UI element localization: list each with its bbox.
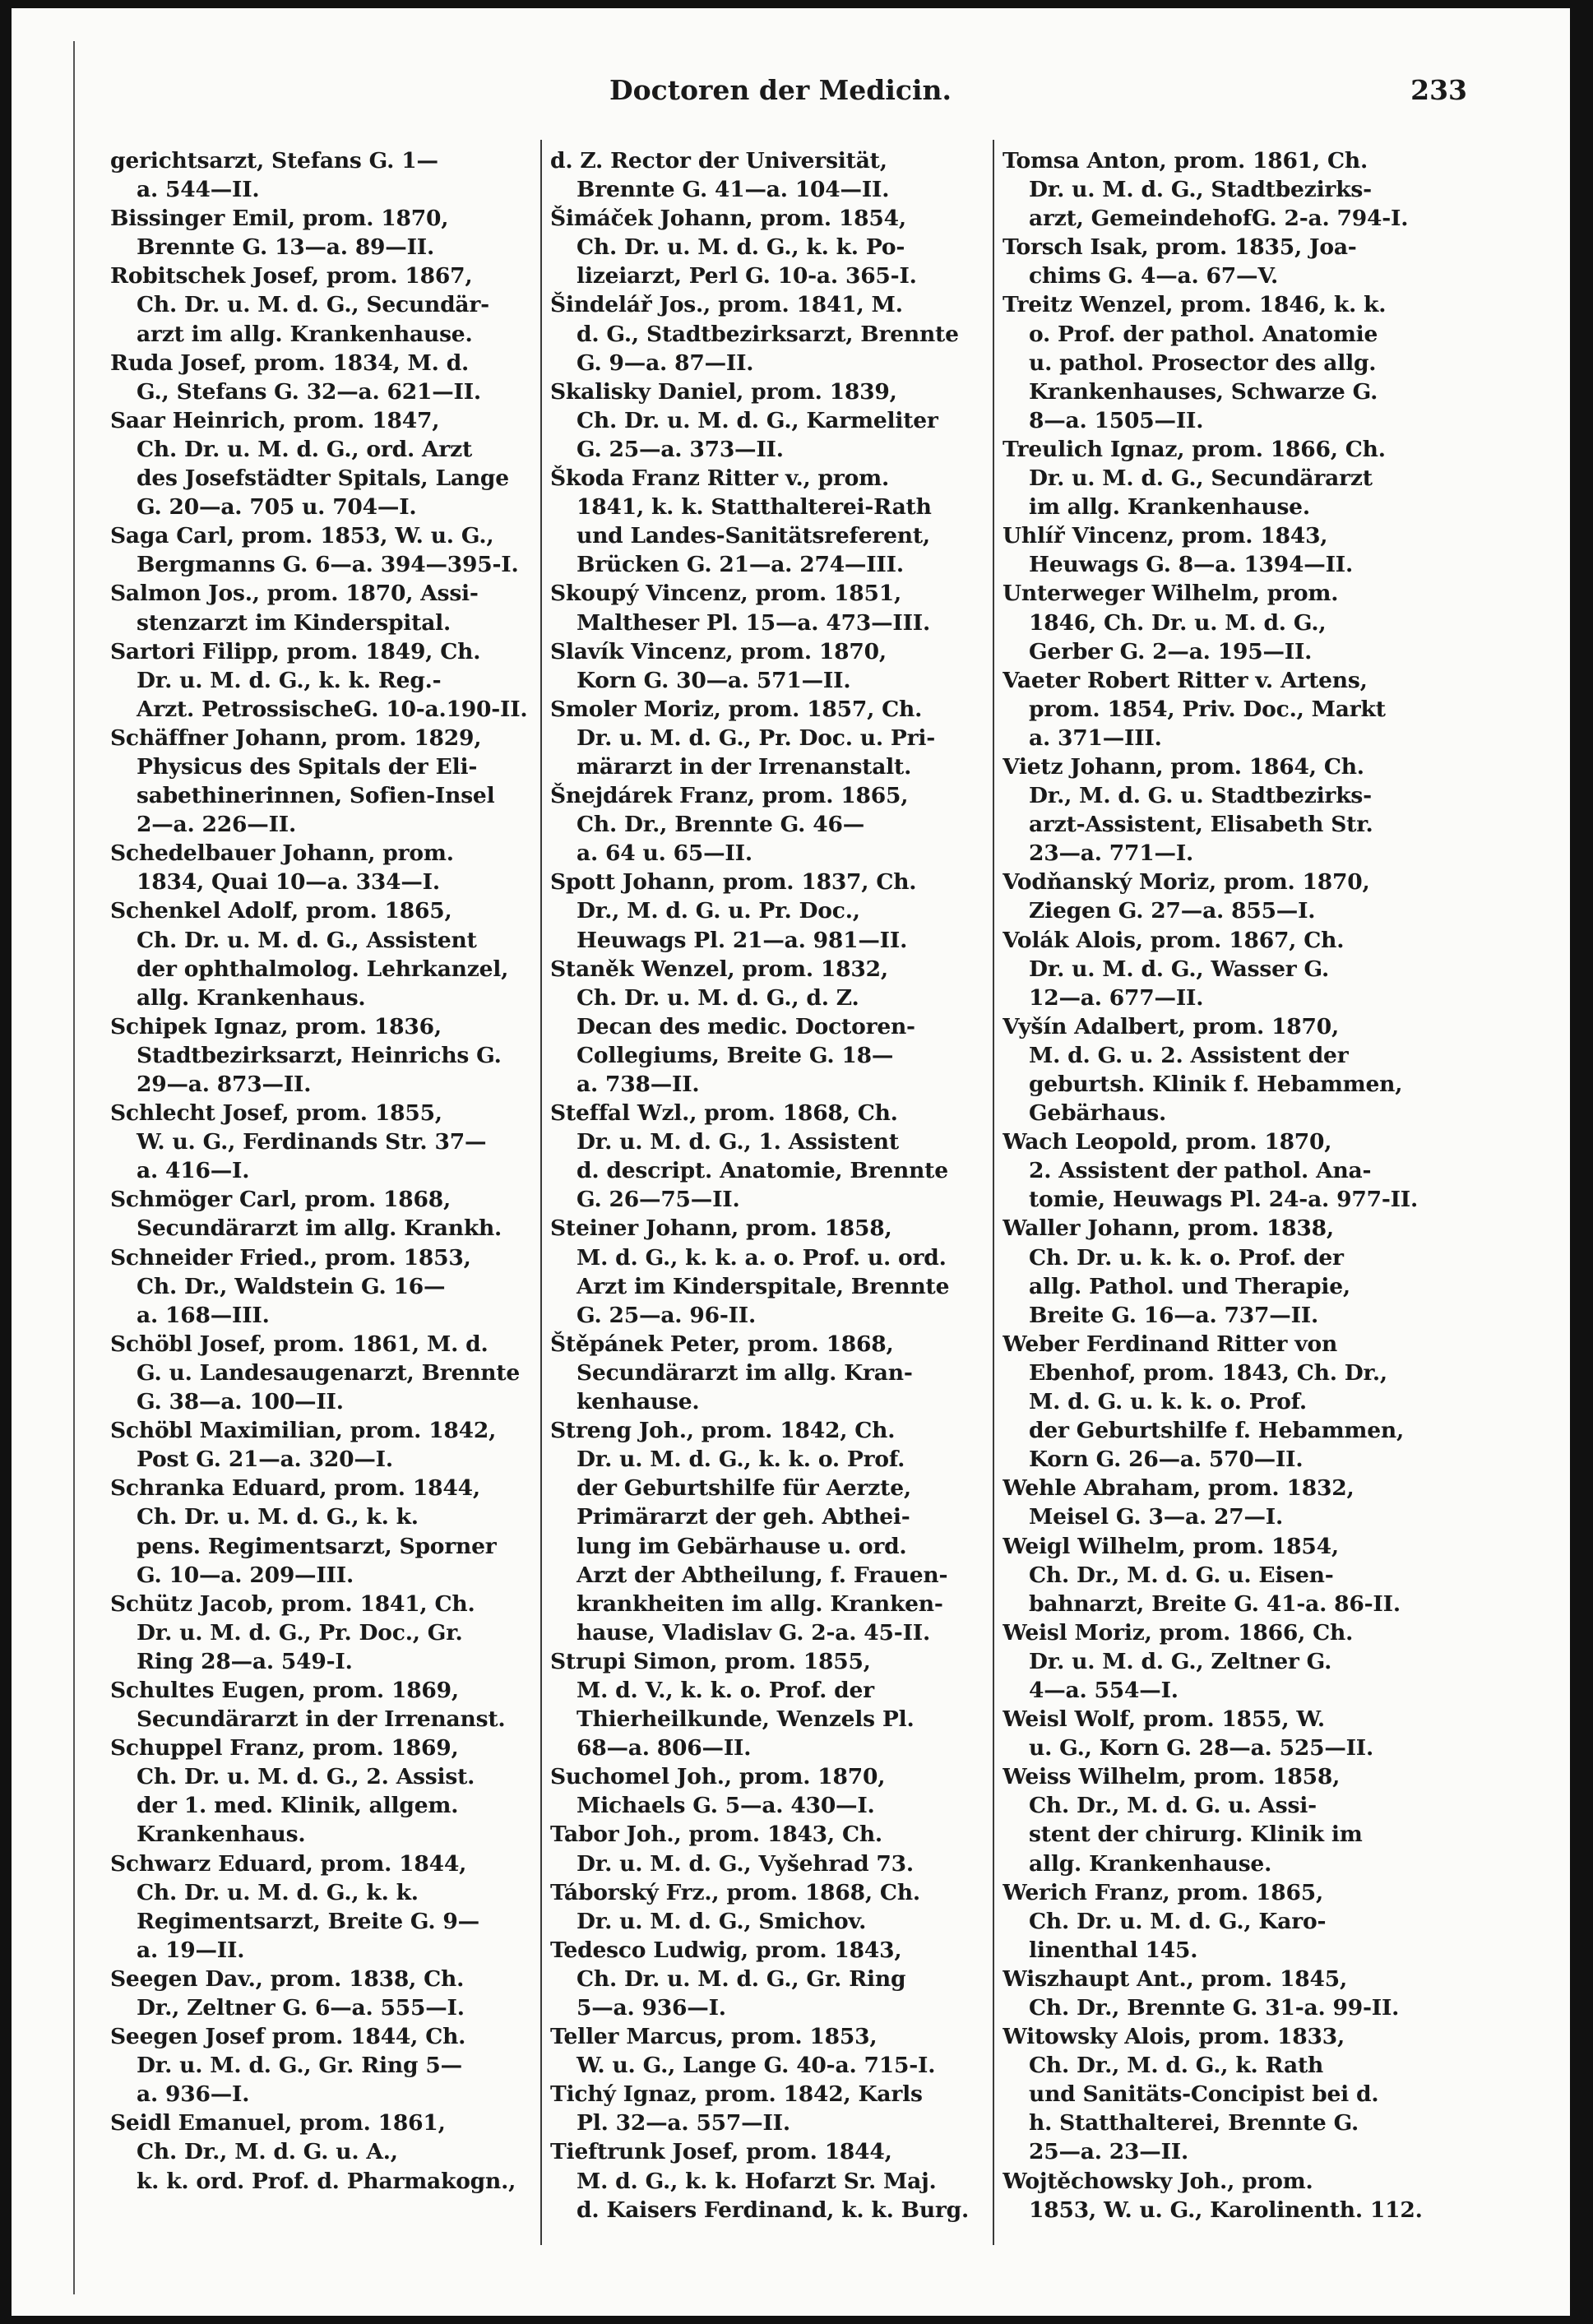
entry-first-line: Štěpánek Peter, prom. 1868, <box>550 1331 894 1357</box>
entry-continuation-line: Krankenhauses, Schwarze G. <box>1029 378 1378 405</box>
directory-entry <box>110 204 542 262</box>
entry-continuation-line: Ch. Dr. u. M. d. G., d. Z. <box>577 984 859 1011</box>
directory-entry <box>110 579 542 637</box>
directory-entry <box>110 1243 542 1330</box>
directory-entry <box>550 1820 982 1877</box>
directory-entry <box>1003 1474 1434 1531</box>
directory-entry <box>110 1012 542 1099</box>
entry-first-line: Skalisky Daniel, prom. 1839, <box>550 378 897 405</box>
entry-first-line: Vodňanský Moriz, prom. 1870, <box>1003 869 1370 896</box>
entry-continuation-line: Ziegen G. 27—a. 855—I. <box>1029 898 1316 924</box>
entry-first-line: Schranka Eduard, prom. 1844, <box>110 1475 480 1502</box>
entry-continuation-line: Dr. u. M. d. G., k. k. o. Prof. <box>577 1447 905 1473</box>
entry-first-line: Steiner Johann, prom. 1858, <box>550 1215 892 1242</box>
directory-entry <box>110 349 542 406</box>
directory-entry <box>110 1676 542 1734</box>
entry-first-line: Schipek Ignaz, prom. 1836, <box>110 1013 442 1039</box>
entry-first-line: Wehle Abraham, prom. 1832, <box>1003 1475 1355 1502</box>
page-margin-rule <box>73 41 75 2294</box>
entry-continuation-line: der 1. med. Klinik, allgem. <box>137 1793 459 1819</box>
directory-entry <box>1003 1214 1434 1329</box>
entry-first-line: Uhlíř Vincenz, prom. 1843, <box>1003 523 1328 549</box>
page-number: 233 <box>1410 74 1467 106</box>
column-left <box>110 146 542 2196</box>
entry-continuation-line: allg. Krankenhaus. <box>137 984 366 1011</box>
entry-continuation-line: a. 371—III. <box>1029 725 1162 751</box>
directory-entry <box>1003 2022 1434 2166</box>
entry-first-line: Škoda Franz Ritter v., prom. <box>550 465 889 492</box>
directory-entry <box>550 1214 982 1329</box>
entry-continuation-line: Arzt im Kinderspitale, Brennte <box>577 1273 950 1299</box>
entry-first-line: Weber Ferdinand Ritter von <box>1003 1331 1338 1357</box>
entry-continuation-line: 1834, Quai 10—a. 334—I. <box>137 869 440 896</box>
entry-continuation-line: arzt-Assistent, Elisabeth Str. <box>1029 812 1373 838</box>
directory-entry <box>110 1474 542 1589</box>
entry-first-line: Saga Carl, prom. 1853, W. u. G., <box>110 523 494 549</box>
entry-first-line: Unterweger Wilhelm, prom. <box>1003 581 1339 607</box>
directory-entry <box>110 1734 542 1849</box>
entry-continuation-line: 1846, Ch. Dr. u. M. d. G., <box>1029 609 1327 636</box>
page-title: Doctoren der Medicin. <box>609 74 952 106</box>
entry-first-line: Schöbl Maximilian, prom. 1842, <box>110 1418 497 1444</box>
entry-continuation-line: M. d. G., k. k. Hofarzt Sr. Maj. <box>577 2168 937 2194</box>
entry-first-line: Staněk Wenzel, prom. 1832, <box>550 956 888 982</box>
entry-continuation-line: Ch. Dr., Waldstein G. 16— <box>137 1273 446 1299</box>
entry-continuation-line: Ch. Dr. u. M. d. G., ord. Arzt <box>137 436 473 462</box>
entry-continuation-line: M. d. G., k. k. a. o. Prof. u. ord. <box>577 1244 947 1271</box>
entry-first-line: Skoupý Vincenz, prom. 1851, <box>550 581 902 607</box>
entry-continuation-line: hause, Vladislav G. 2-a. 45-II. <box>577 1619 931 1646</box>
entry-continuation-line: der Geburtshilfe für Aerzte, <box>577 1475 911 1502</box>
directory-entry <box>550 1647 982 1762</box>
entry-first-line: Suchomel Joh., prom. 1870, <box>550 1764 886 1790</box>
entry-continuation-line: Korn G. 26—a. 570—II. <box>1029 1447 1304 1473</box>
entry-continuation-line: Ch. Dr., Brennte G. 46— <box>577 812 864 838</box>
entry-first-line: gerichtsarzt, Stefans G. 1— <box>110 148 438 174</box>
entry-first-line: Weiss Wilhelm, prom. 1858, <box>1003 1764 1341 1790</box>
entry-continuation-line: Ch. Dr. u. k. k. o. Prof. der <box>1029 1244 1344 1271</box>
directory-entry <box>550 1416 982 1647</box>
entry-first-line: Sartori Filipp, prom. 1849, Ch. <box>110 638 481 664</box>
entry-first-line: Tichý Ignaz, prom. 1842, Karls <box>550 2081 923 2108</box>
entry-continuation-line: Bergmanns G. 6—a. 394—395-I. <box>137 552 519 578</box>
entry-first-line: Volák Alois, prom. 1867, Ch. <box>1003 927 1345 953</box>
directory-entry <box>110 406 542 521</box>
directory-entry <box>1003 435 1434 521</box>
directory-entry <box>110 724 542 839</box>
directory-entry <box>550 204 982 290</box>
entry-continuation-line: G. 26—75—II. <box>577 1187 740 1213</box>
entry-continuation-line: Physicus des Spitals der Eli- <box>137 753 478 780</box>
entry-continuation-line: Ch. Dr. u. M. d. G., k. k. <box>137 1879 419 1905</box>
entry-first-line: Vietz Johann, prom. 1864, Ch. <box>1003 753 1364 780</box>
directory-entry <box>110 1849 542 1965</box>
entry-continuation-line: linenthal 145. <box>1029 1937 1198 1963</box>
entry-continuation-line: geburtsh. Klinik f. Hebammen, <box>1029 1072 1403 1097</box>
entry-continuation-line: h. Statthalterei, Brennte G. <box>1029 2110 1359 2137</box>
directory-entry <box>550 2022 982 2080</box>
entry-continuation-line: Stadtbezirksarzt, Heinrichs G. <box>137 1042 502 1068</box>
directory-entry <box>1003 290 1434 434</box>
entry-first-line: Weisl Wolf, prom. 1855, W. <box>1003 1706 1325 1733</box>
directory-entry <box>550 1330 982 1416</box>
entry-continuation-line: Dr. u. M. d. G., Secundärarzt <box>1029 465 1373 492</box>
entry-continuation-line: 4—a. 554—I. <box>1029 1677 1179 1703</box>
directory-entry <box>110 896 542 1012</box>
entry-continuation-line: und Sanitäts-Concipist bei d. <box>1029 2081 1379 2108</box>
entry-first-line: Treulich Ignaz, prom. 1866, Ch. <box>1003 436 1386 462</box>
entry-continuation-line: lizeiarzt, Perl G. 10-a. 365-I. <box>577 263 917 289</box>
directory-entry <box>550 781 982 868</box>
entry-first-line: Weigl Wilhelm, prom. 1854, <box>1003 1533 1339 1559</box>
entry-first-line: Tedesco Ludwig, prom. 1843, <box>550 1937 902 1963</box>
entry-continuation-line: pens. Regimentsarzt, Sporner <box>137 1533 497 1559</box>
entry-continuation-line: 23—a. 771—I. <box>1029 840 1194 867</box>
directory-entry <box>110 1099 542 1185</box>
entry-continuation-line: M. d. G. u. k. k. o. Prof. <box>1029 1389 1307 1415</box>
directory-entry <box>550 1762 982 1820</box>
entry-continuation-line: Decan des medic. Doctoren- <box>577 1013 915 1039</box>
entry-continuation-line: Ch. Dr. u. M. d. G., k. k. Po- <box>577 234 905 261</box>
entry-first-line: Vaeter Robert Ritter v. Artens, <box>1003 667 1368 693</box>
entry-continuation-line: Ch. Dr., M. d. G. u. Eisen- <box>1029 1562 1334 1588</box>
entry-continuation-line: und Landes-Sanitätsreferent, <box>577 523 930 549</box>
entry-first-line: Schedelbauer Johann, prom. <box>110 840 454 867</box>
entry-continuation-line: Ring 28—a. 549-I. <box>137 1648 353 1674</box>
entry-first-line: Schlecht Josef, prom. 1855, <box>110 1100 442 1127</box>
entry-continuation-line: 12—a. 677—II. <box>1029 984 1204 1011</box>
entry-continuation-line: allg. Krankenhause. <box>1029 1850 1272 1877</box>
entry-continuation-line: Collegiums, Breite G. 18— <box>577 1042 894 1068</box>
entry-first-line: Teller Marcus, prom. 1853, <box>550 2024 878 2050</box>
entry-continuation-line: Michaels G. 5—a. 430—I. <box>577 1793 875 1819</box>
directory-entry <box>1003 1532 1434 1618</box>
entry-continuation-line: des Josefstädter Spitals, Lange <box>137 465 509 492</box>
entry-continuation-line: stenzarzt im Kinderspital. <box>137 609 452 636</box>
entry-continuation-line: a. 168—III. <box>137 1302 270 1328</box>
entry-continuation-line: Secundärarzt im allg. Krankh. <box>137 1215 502 1242</box>
document-page <box>12 8 1570 2316</box>
entry-first-line: Wiszhaupt Ant., prom. 1845, <box>1003 1965 1348 1992</box>
entry-continuation-line: Heuwags Pl. 21—a. 981—II. <box>577 927 908 953</box>
entry-first-line: Tomsa Anton, prom. 1861, Ch. <box>1003 148 1368 174</box>
entry-continuation-line: Thierheilkunde, Wenzels Pl. <box>577 1706 915 1733</box>
column-middle <box>550 146 982 2224</box>
entry-continuation-line: W. u. G., Lange G. 40-a. 715-I. <box>577 2053 936 2079</box>
entry-continuation-line: Dr. u. M. d. G., 1. Assistent <box>577 1129 899 1155</box>
entry-continuation-line: märarzt in der Irrenanstalt. <box>577 753 912 780</box>
entry-continuation-line: sabethinerinnen, Sofien-Insel <box>137 783 495 809</box>
entry-first-line: Smoler Moriz, prom. 1857, Ch. <box>550 696 923 722</box>
entry-continuation-line: Dr. u. M. d. G., Zeltner G. <box>1029 1648 1332 1674</box>
entry-first-line: Schuppel Franz, prom. 1869, <box>110 1735 459 1762</box>
entry-first-line: Táborský Frz., prom. 1868, Ch. <box>550 1879 920 1905</box>
entry-continuation-line: Ch. Dr. u. M. d. G., Karo- <box>1029 1908 1327 1934</box>
entry-continuation-line: Brennte G. 41—a. 104—II. <box>577 177 890 203</box>
directory-entry <box>110 637 542 724</box>
directory-entry <box>1003 1012 1434 1127</box>
entry-continuation-line: stent der chirurg. Klinik im <box>1029 1822 1363 1848</box>
page-header <box>94 74 1467 115</box>
entry-first-line: Werich Franz, prom. 1865, <box>1003 1879 1324 1905</box>
entry-continuation-line: G. 25—a. 96-II. <box>577 1302 757 1328</box>
directory-entry <box>550 1936 982 2022</box>
directory-entry <box>110 146 542 204</box>
directory-entry <box>1003 1762 1434 1877</box>
directory-entry <box>1003 1965 1434 2022</box>
entry-continuation-line: a. 64 u. 65—II. <box>577 840 753 867</box>
entry-first-line: Strupi Simon, prom. 1855, <box>550 1648 871 1674</box>
entry-continuation-line: allg. Pathol. und Therapie, <box>1029 1273 1350 1299</box>
entry-continuation-line: Regimentsarzt, Breite G. 9— <box>137 1908 479 1934</box>
entry-continuation-line: G. u. Landesaugenarzt, Brennte <box>137 1359 521 1386</box>
directory-entry <box>550 377 982 464</box>
directory-entry <box>550 868 982 954</box>
entry-first-line: Streng Joh., prom. 1842, Ch. <box>550 1418 896 1444</box>
entry-continuation-line: W. u. G., Ferdinands Str. 37— <box>137 1129 487 1155</box>
entry-continuation-line: Ch. Dr. u. M. d. G., k. k. <box>137 1504 419 1530</box>
entry-continuation-line: M. d. V., k. k. o. Prof. der <box>577 1677 874 1703</box>
entry-first-line: Waller Johann, prom. 1838, <box>1003 1215 1334 1242</box>
entry-continuation-line: Dr. u. M. d. G., Wasser G. <box>1029 956 1330 982</box>
entry-first-line: Schäffner Johann, prom. 1829, <box>110 725 482 751</box>
entry-continuation-line: Heuwags G. 8—a. 1394—II. <box>1029 552 1353 578</box>
entry-first-line: Weisl Moriz, prom. 1866, Ch. <box>1003 1619 1354 1646</box>
entry-continuation-line: Ebenhof, prom. 1843, Ch. Dr., <box>1029 1359 1387 1386</box>
entry-continuation-line: Dr. u. M. d. G., Stadtbezirks- <box>1029 177 1372 203</box>
entry-continuation-line: Ch. Dr., M. d. G. u. A., <box>137 2139 398 2165</box>
entry-continuation-line: Dr. u. M. d. G., Smichov. <box>577 1908 867 1934</box>
entry-continuation-line: bahnarzt, Breite G. 41-a. 86-II. <box>1029 1590 1401 1617</box>
entry-continuation-line: 2. Assistent der pathol. Ana- <box>1029 1158 1372 1184</box>
directory-entry <box>550 464 982 579</box>
directory-entry <box>1003 146 1434 233</box>
entry-first-line: Schmöger Carl, prom. 1868, <box>110 1187 452 1213</box>
entry-continuation-line: o. Prof. der pathol. Anatomie <box>1029 321 1378 347</box>
directory-entry <box>1003 752 1434 868</box>
entry-continuation-line: 29—a. 873—II. <box>137 1072 312 1097</box>
directory-entry <box>550 2080 982 2137</box>
directory-entry <box>110 1965 542 2022</box>
entry-continuation-line: G., Stefans G. 32—a. 621—II. <box>137 378 481 405</box>
entry-first-line: Schwarz Eduard, prom. 1844, <box>110 1850 467 1877</box>
directory-entry <box>110 1590 542 1676</box>
entry-continuation-line: d. G., Stadtbezirksarzt, Brennte <box>577 321 959 347</box>
entry-continuation-line: G. 38—a. 100—II. <box>137 1389 344 1415</box>
directory-entry <box>550 955 982 1099</box>
entry-continuation-line: 68—a. 806—II. <box>577 1735 752 1762</box>
entry-continuation-line: M. d. G. u. 2. Assistent der <box>1029 1042 1349 1068</box>
entry-continuation-line: Dr. u. M. d. G., k. k. Reg.- <box>137 667 442 693</box>
directory-entry <box>110 2109 542 2195</box>
entry-continuation-line: G. 9—a. 87—II. <box>577 350 754 376</box>
entry-first-line: Seidl Emanuel, prom. 1861, <box>110 2110 446 2137</box>
entry-continuation-line: Post G. 21—a. 320—I. <box>137 1447 393 1473</box>
directory-entry <box>550 637 982 695</box>
entry-continuation-line: Brennte G. 13—a. 89—II. <box>137 234 435 261</box>
entry-continuation-line: Breite G. 16—a. 737—II. <box>1029 1302 1318 1328</box>
entry-first-line: Šnejdárek Franz, prom. 1865, <box>550 783 909 809</box>
entry-continuation-line: a. 738—II. <box>577 1072 700 1097</box>
entry-continuation-line: a. 936—I. <box>137 2081 250 2108</box>
entry-continuation-line: krankheiten im allg. Kranken- <box>577 1590 943 1617</box>
entry-continuation-line: der Geburtshilfe f. Hebammen, <box>1029 1418 1405 1444</box>
column-separator <box>993 140 994 2245</box>
entry-continuation-line: Dr. u. M. d. G., Pr. Doc., Gr. <box>137 1619 463 1646</box>
directory-entry <box>110 2022 542 2109</box>
directory-entry <box>1003 1330 1434 1474</box>
entry-first-line: Wojtěchowsky Joh., prom. <box>1003 2168 1313 2194</box>
entry-continuation-line: Pl. 32—a. 557—II. <box>577 2110 790 2137</box>
entry-continuation-line: k. k. ord. Prof. d. Pharmakogn., <box>137 2168 516 2194</box>
entry-first-line: Šimáček Johann, prom. 1854, <box>550 206 906 232</box>
entry-first-line: Schneider Fried., prom. 1853, <box>110 1244 471 1271</box>
directory-entry <box>110 262 542 348</box>
entry-first-line: Steffal Wzl., prom. 1868, Ch. <box>550 1100 898 1127</box>
entry-first-line: Treitz Wenzel, prom. 1846, k. k. <box>1003 292 1387 318</box>
entry-continuation-line: G. 25—a. 373—II. <box>577 436 784 462</box>
entry-first-line: Spott Johann, prom. 1837, Ch. <box>550 869 917 896</box>
directory-entry <box>1003 666 1434 752</box>
entry-first-line: Ruda Josef, prom. 1834, M. d. <box>110 350 470 376</box>
entry-first-line: Schultes Eugen, prom. 1869, <box>110 1677 459 1703</box>
entry-continuation-line: u. pathol. Prosector des allg. <box>1029 350 1377 376</box>
entry-continuation-line: d. descript. Anatomie, Brennte <box>577 1158 948 1184</box>
directory-entry <box>1003 579 1434 665</box>
directory-entry <box>550 579 982 637</box>
entry-continuation-line: arzt im allg. Krankenhause. <box>137 321 473 347</box>
entry-continuation-line: Dr. u. M. d. G., Vyšehrad 73. <box>577 1850 914 1877</box>
entry-continuation-line: Dr., M. d. G. u. Stadtbezirks- <box>1029 783 1372 809</box>
entry-continuation-line: Ch. Dr. u. M. d. G., 2. Assist. <box>137 1764 475 1790</box>
entry-first-line: Schöbl Josef, prom. 1861, M. d. <box>110 1331 489 1357</box>
entry-first-line: Schenkel Adolf, prom. 1865, <box>110 898 452 924</box>
directory-entry <box>1003 1127 1434 1214</box>
column-right <box>1003 146 1434 2224</box>
entry-continuation-line: prom. 1854, Priv. Doc., Markt <box>1029 696 1386 722</box>
entry-continuation-line: im allg. Krankenhause. <box>1029 494 1310 521</box>
entry-continuation-line: kenhause. <box>577 1389 700 1415</box>
entry-continuation-line: a. 544—II. <box>137 177 260 203</box>
entry-continuation-line: 5—a. 936—I. <box>577 1995 726 2021</box>
entry-continuation-line: a. 416—I. <box>137 1158 250 1184</box>
entry-continuation-line: Korn G. 30—a. 571—II. <box>577 667 851 693</box>
entry-continuation-line: d. Kaisers Ferdinand, k. k. Burg. <box>577 2197 970 2223</box>
entry-first-line: Robitschek Josef, prom. 1867, <box>110 263 473 289</box>
entry-first-line: d. Z. Rector der Universität, <box>550 148 887 174</box>
directory-entry <box>110 1330 542 1416</box>
directory-entry <box>1003 521 1434 579</box>
entry-first-line: Vyšín Adalbert, prom. 1870, <box>1003 1013 1339 1039</box>
entry-continuation-line: der ophthalmolog. Lehrkanzel, <box>137 956 509 982</box>
entry-continuation-line: G. 20—a. 705 u. 704—I. <box>137 494 417 521</box>
entry-first-line: Bissinger Emil, prom. 1870, <box>110 206 449 232</box>
directory-entry <box>550 146 982 204</box>
entry-continuation-line: G. 10—a. 209—III. <box>137 1562 354 1588</box>
entry-first-line: Šindelář Jos., prom. 1841, M. <box>550 292 903 318</box>
directory-entry <box>550 290 982 377</box>
entry-continuation-line: tomie, Heuwags Pl. 24-a. 977-II. <box>1029 1187 1419 1213</box>
entry-first-line: Tieftrunk Josef, prom. 1844, <box>550 2139 892 2165</box>
directory-entry <box>110 1185 542 1243</box>
entry-continuation-line: Ch. Dr. u. M. d. G., Secundär- <box>137 292 489 318</box>
entry-continuation-line: chims G. 4—a. 67—V. <box>1029 263 1279 289</box>
entry-continuation-line: Krankenhaus. <box>137 1822 306 1848</box>
entry-first-line: Seegen Josef prom. 1844, Ch. <box>110 2024 466 2050</box>
directory-entry <box>550 695 982 781</box>
entry-first-line: Seegen Dav., prom. 1838, Ch. <box>110 1965 465 1992</box>
entry-first-line: Saar Heinrich, prom. 1847, <box>110 407 440 433</box>
directory-entry <box>550 1099 982 1214</box>
directory-entry <box>1003 1618 1434 1705</box>
entry-continuation-line: Ch. Dr., M. d. G. u. Assi- <box>1029 1793 1317 1819</box>
entry-first-line: Salmon Jos., prom. 1870, Assi- <box>110 581 479 607</box>
entry-continuation-line: u. G., Korn G. 28—a. 525—II. <box>1029 1735 1374 1762</box>
directory-entry <box>550 1878 982 1936</box>
entry-continuation-line: Dr. u. M. d. G., Pr. Doc. u. Pri- <box>577 725 936 751</box>
directory-entry <box>1003 2167 1434 2224</box>
entry-continuation-line: Dr., Zeltner G. 6—a. 555—I. <box>137 1995 465 2021</box>
entry-first-line: Witowsky Alois, prom. 1833, <box>1003 2024 1345 2050</box>
entry-continuation-line: Secundärarzt im allg. Kran- <box>577 1359 913 1386</box>
entry-continuation-line: Ch. Dr. u. M. d. G., Karmeliter <box>577 407 938 433</box>
entry-first-line: Torsch Isak, prom. 1835, Joa- <box>1003 234 1357 261</box>
entry-continuation-line: 8—a. 1505—II. <box>1029 407 1204 433</box>
directory-entry <box>110 521 542 579</box>
entry-continuation-line: 1853, W. u. G., Karolinenth. 112. <box>1029 2197 1423 2223</box>
entry-continuation-line: Primärarzt der geh. Abthei- <box>577 1504 910 1530</box>
directory-entry <box>110 1416 542 1474</box>
entry-first-line: Wach Leopold, prom. 1870, <box>1003 1129 1332 1155</box>
entry-continuation-line: Ch. Dr. u. M. d. G., Gr. Ring <box>577 1965 906 1992</box>
entry-continuation-line: Dr., M. d. G. u. Pr. Doc., <box>577 898 860 924</box>
entry-continuation-line: Arzt. PetrossischeG. 10-a.190-II. <box>137 696 528 722</box>
entry-continuation-line: Ch. Dr., M. d. G., k. Rath <box>1029 2053 1324 2079</box>
directory-entry <box>1003 1705 1434 1762</box>
entry-continuation-line: Arzt der Abtheilung, f. Frauen- <box>577 1562 948 1588</box>
entry-continuation-line: Dr. u. M. d. G., Gr. Ring 5— <box>137 2053 462 2079</box>
directory-entry <box>550 2137 982 2224</box>
entry-continuation-line: Secundärarzt in der Irrenanst. <box>137 1706 506 1733</box>
entry-first-line: Schütz Jacob, prom. 1841, Ch. <box>110 1590 475 1617</box>
entry-first-line: Tabor Joh., prom. 1843, Ch. <box>550 1822 882 1848</box>
entry-continuation-line: Brücken G. 21—a. 274—III. <box>577 552 904 578</box>
directory-entry <box>1003 1878 1434 1965</box>
entry-continuation-line: arzt, GemeindehofG. 2-a. 794-I. <box>1029 206 1409 232</box>
entry-continuation-line: 25—a. 23—II. <box>1029 2139 1188 2165</box>
entry-continuation-line: Gebärhaus. <box>1029 1100 1167 1127</box>
entry-continuation-line: Ch. Dr. u. M. d. G., Assistent <box>137 927 477 953</box>
entry-continuation-line: Gerber G. 2—a. 195—II. <box>1029 638 1313 664</box>
entry-continuation-line: Maltheser Pl. 15—a. 473—III. <box>577 609 930 636</box>
entry-continuation-line: lung im Gebärhause u. ord. <box>577 1533 907 1559</box>
directory-entry <box>1003 233 1434 290</box>
entry-continuation-line: 1841, k. k. Statthalterei-Rath <box>577 494 932 521</box>
directory-entry <box>110 839 542 896</box>
entry-continuation-line: 2—a. 226—II. <box>137 812 296 838</box>
entry-first-line: Slavík Vincenz, prom. 1870, <box>550 638 887 664</box>
entry-continuation-line: a. 19—II. <box>137 1937 245 1963</box>
entry-continuation-line: Meisel G. 3—a. 27—I. <box>1029 1504 1284 1530</box>
entry-continuation-line: Ch. Dr., Brennte G. 31-a. 99-II. <box>1029 1995 1400 2021</box>
directory-entry <box>1003 926 1434 1012</box>
directory-entry <box>1003 868 1434 925</box>
